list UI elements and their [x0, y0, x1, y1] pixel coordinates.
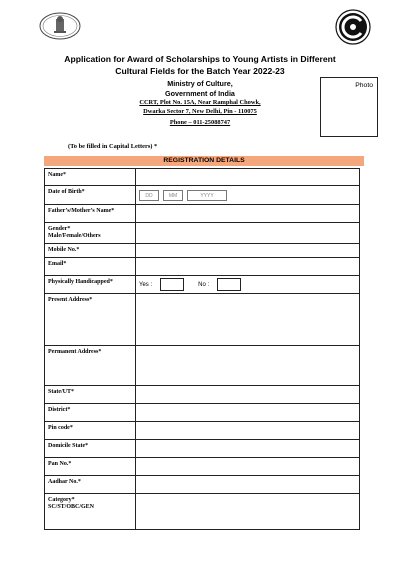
pan-field[interactable] [136, 458, 360, 476]
gender-field[interactable] [136, 223, 360, 244]
ministry-name: Ministry of Culture, [167, 79, 233, 88]
present-address-label: Present Address* [45, 294, 136, 346]
parent-name-label: Father’s/Mother’s Name* [45, 205, 136, 223]
government-name: Government of India [165, 89, 235, 98]
domicile-state-field[interactable] [136, 440, 360, 458]
pin-code-field[interactable] [136, 422, 360, 440]
government-emblem-logo [38, 11, 82, 41]
district-field[interactable] [136, 404, 360, 422]
ccrt-logo [334, 8, 372, 46]
photo-box[interactable] [320, 77, 378, 137]
dob-day-input[interactable]: DD [139, 190, 159, 201]
handicapped-label: Physically Handicapped* [45, 276, 136, 294]
handicapped-no-checkbox[interactable] [217, 278, 241, 291]
registration-details-header: REGISTRATION DETAILS [44, 156, 364, 166]
category-field[interactable] [136, 494, 360, 530]
aadhar-label: Aadhar No.* [45, 476, 136, 494]
dob-label: Date of Birth* [45, 186, 136, 205]
dob-field [136, 186, 360, 205]
handicapped-yes-checkbox[interactable] [160, 278, 184, 291]
pin-code-label: Pin code* [45, 422, 136, 440]
phone-number: Phone – 011-25088747 [169, 119, 231, 126]
capital-letters-note: (To be filled in Capital Letters) * [68, 143, 158, 150]
district-label: District* [45, 404, 136, 422]
name-label: Name* [45, 169, 136, 186]
address-line2: Dwarka Sector 7, New Delhi, Pin - 110075 [143, 108, 257, 115]
aadhar-field[interactable] [136, 476, 360, 494]
present-address-field[interactable] [136, 294, 360, 346]
form-title-line2: Cultural Fields for the Batch Year 2022-23 [115, 66, 285, 76]
photo-label: Photo [355, 82, 373, 89]
domicile-state-label: Domicile State* [45, 440, 136, 458]
permanent-address-label: Permanent Address* [45, 346, 136, 386]
form-title: Application for Award of Scholarships to Young Artists in Different [64, 54, 336, 64]
address-line1: CCRT, Plot No. 15A, Near Ramphal Chowk, [139, 99, 261, 106]
name-field[interactable] [136, 169, 360, 186]
handicapped-field [136, 276, 360, 294]
permanent-address-field[interactable] [136, 346, 360, 386]
registration-form-table [44, 168, 360, 530]
gender-label: Gender* Male/Female/Others [45, 223, 136, 244]
email-field[interactable] [136, 258, 360, 276]
pan-label: Pan No.* [45, 458, 136, 476]
mobile-label: Mobile No.* [45, 244, 136, 258]
handicapped-yes-label: Yes : [139, 281, 153, 288]
category-label: Category* SC/ST/OBC/GEN [45, 494, 136, 530]
dob-month-input[interactable]: MM [163, 190, 183, 201]
dob-year-input[interactable]: YYYY [187, 190, 227, 201]
email-label: Email* [45, 258, 136, 276]
mobile-field[interactable] [136, 244, 360, 258]
state-field[interactable] [136, 386, 360, 404]
handicapped-no-label: No : [198, 281, 210, 288]
state-label: State/UT* [45, 386, 136, 404]
parent-name-field[interactable] [136, 205, 360, 223]
